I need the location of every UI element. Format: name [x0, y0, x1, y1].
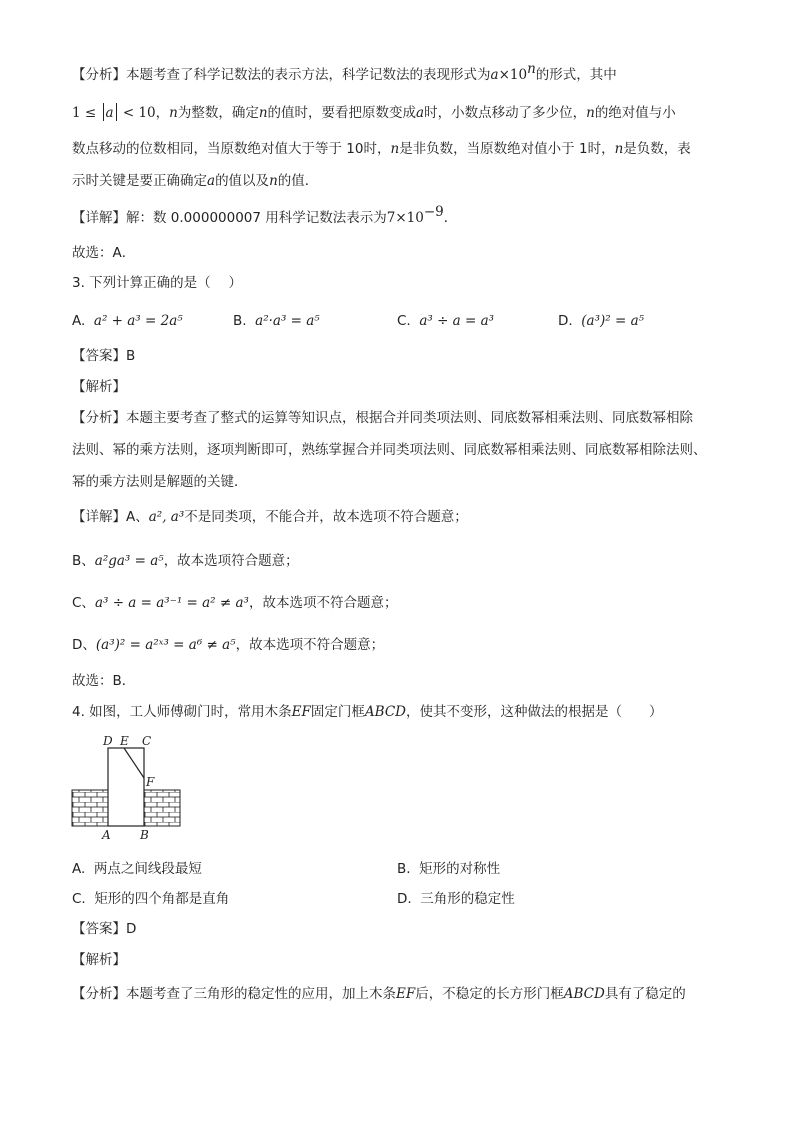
q3-detail-c: C、a³ ÷ a = a³⁻¹ = a² ≠ a³，故本选项不符合题意；	[72, 595, 398, 611]
label-e: E	[120, 734, 129, 748]
label-d: D	[103, 734, 113, 748]
q3-analysis-line-3: 幂的乘方法则是解题的关键．	[72, 474, 248, 490]
label-c: C	[142, 734, 152, 748]
q4-answer: 【答案】D	[72, 921, 137, 937]
detail-line: 【详解】解：数 0.000000007 用科学记数法表示为$7\times 10^{-9}$．	[72, 204, 458, 226]
analysis-line-2: 1 ≤ a < 10，n为整数，确定n的值时，要看把原数变成a时，小数点移动了多少位，n的绝对值与小	[72, 105, 676, 121]
q3-analysis-line-2: 法则、幂的乘方法则，逐项判断即可，熟练掌握合并同类项法则、同底数幂相乘法则、同底数幂相除法则、	[72, 442, 707, 458]
q3-option-b: B. a²·a³ = a⁵	[233, 313, 320, 329]
q3-option-d: D. (a³)² = a⁵	[558, 313, 645, 329]
q4-option-a: A. 两点之间线段最短	[72, 861, 202, 877]
q3-final-answer: 故选：B．	[72, 673, 136, 689]
label-b: B	[140, 828, 149, 842]
right-brick-wall	[144, 790, 180, 826]
label-a: A	[102, 828, 111, 842]
analysis-tag: 【分析】	[72, 67, 126, 83]
door-frame-abcd	[108, 748, 144, 826]
analysis-line-4: 示时关键是要正确确定a的值以及n的值．	[72, 173, 319, 189]
q3-option-a: A. a² + a³ = 2a⁵	[72, 313, 183, 329]
label-f: F	[146, 775, 155, 789]
answer-line-q2: 故选：A．	[72, 245, 136, 261]
abs-bar-left	[103, 103, 104, 121]
q3-answer: 【答案】B	[72, 348, 136, 364]
q3-detail-a: 【详解】A、a², a³不是同类项，不能合并，故本选项不符合题意；	[72, 509, 468, 525]
analysis-line-1: 【分析】本题考查了科学记数法的表示方法，科学记数法的表现形式为$a\times 10^n$的形式，其中	[72, 61, 617, 83]
q4-option-c: C. 矩形的四个角都是直角	[72, 891, 230, 907]
question-3-stem: 3. 下列计算正确的是（ ）	[72, 275, 242, 291]
question-4-stem: 4. 如图，工人师傅砌门时，常用木条EF固定门框ABCD，使其不变形，这种做法的根据是（ ）	[72, 704, 663, 720]
q4-option-b: B. 矩形的对称性	[397, 861, 501, 877]
left-brick-wall	[72, 790, 108, 826]
q3-option-c: C. a³ ÷ a = a³	[397, 313, 495, 329]
analysis-line-3: 数点移动的位数相同，当原数绝对值大于等于 10时，n是非负数，当原数绝对值小于 1时，n是负数，表	[72, 141, 691, 157]
q3-analysis-line-1: 【分析】本题主要考查了整式的运算等知识点，根据合并同类项法则、同底数幂相乘法则、同底数幂相除	[72, 410, 693, 426]
q4-option-d: D. 三角形的稳定性	[397, 891, 515, 907]
abs-bar-right	[116, 103, 117, 121]
q4-analysis-line-1: 【分析】本题考查了三角形的稳定性的应用，加上木条EF后，不稳定的长方形门框ABCD具有了稳定的	[72, 986, 686, 1002]
q3-detail-b: B、a²ga³ = a⁵，故本选项符合题意；	[72, 553, 299, 569]
q3-analysis-heading: 【解析】	[72, 379, 126, 395]
q3-detail-d: D、(a³)² = a²ˣ³ = a⁶ ≠ a⁵，故本选项不符合题意；	[72, 637, 385, 653]
q4-analysis-heading: 【解析】	[72, 952, 126, 968]
door-frame-figure	[70, 732, 185, 842]
